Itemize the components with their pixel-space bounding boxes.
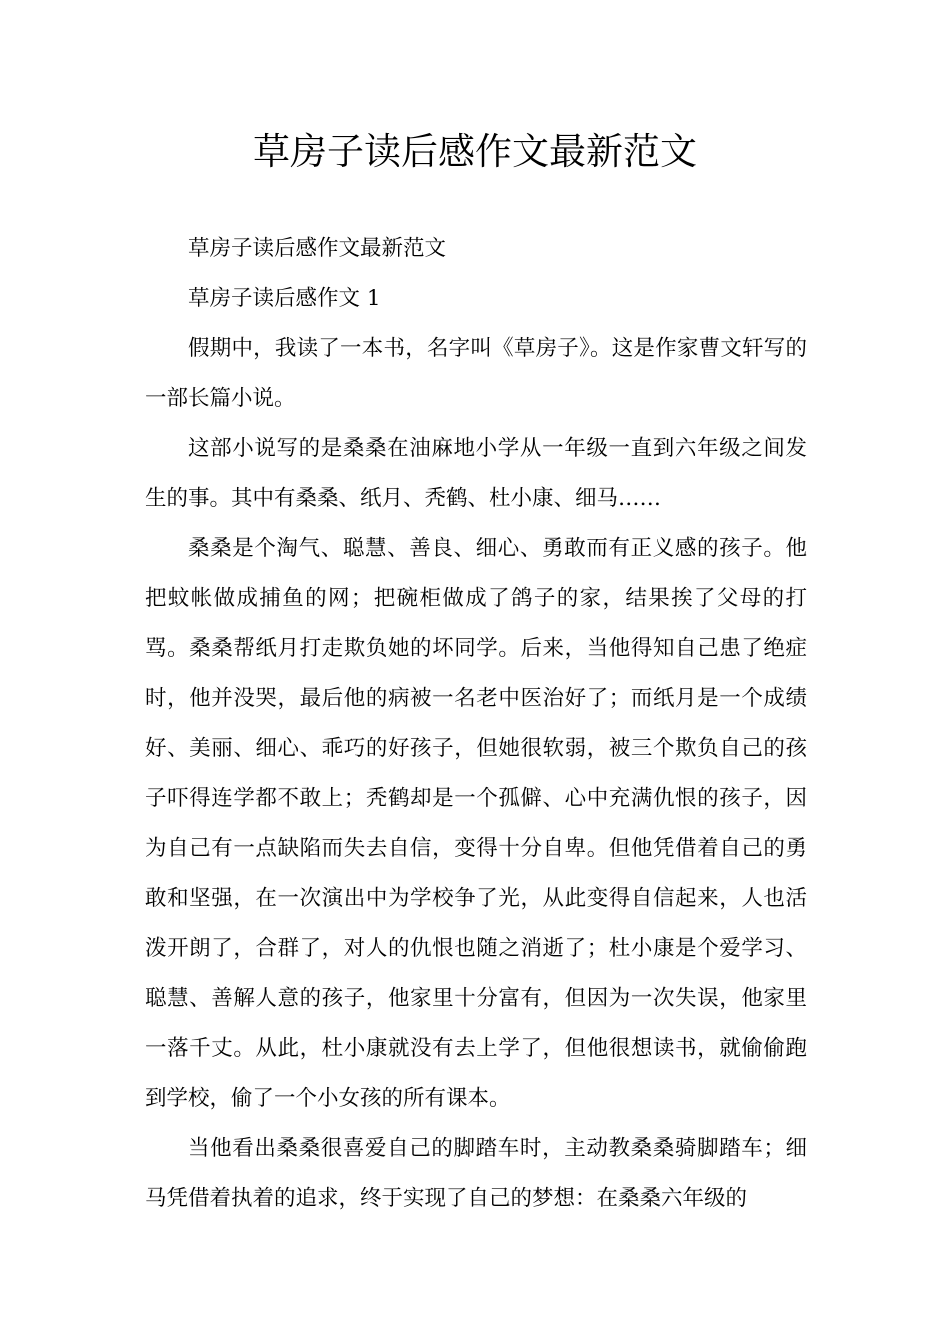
paragraph: 草房子读后感作文最新范文 <box>188 236 447 261</box>
paragraph: 这部小说写的是桑桑在油麻地小学从一年级一直到六年级之间发生的事。其中有桑桑、纸月、秃鹤、杜小康、细马…… <box>145 436 807 511</box>
paragraph: 假期中，我读了一本书，名字叫《草房子》。这是作家曹文轩写的一部长篇小说。 <box>145 336 807 411</box>
document-title: 草房子读后感作文最新范文 <box>253 130 697 173</box>
document-body <box>145 224 807 1224</box>
paragraph: 当他看出桑桑很喜爱自己的脚踏车时，主动教桑桑骑脚踏车；细马凭借着执着的追求，终于实现了自己的梦想：在桑桑六年级的 <box>145 1136 807 1211</box>
paragraph: 桑桑是个淘气、聪慧、善良、细心、勇敢而有正义感的孩子。他把蚊帐做成捕鱼的网；把碗柜做成了鸽子的家，结果挨了父母的打骂。桑桑帮纸月打走欺负她的坏同学。后来，当他得知自己患了绝症时，他并没哭，最后他的病被一名老中医治好了；而纸月是一个成绩好、美丽、细心、乖巧的好孩子，但她很软弱，被三个欺负自己的孩子吓得连学都不敢上；秃鹤却是一个孤僻、心中充满仇恨的孩子，因为自己有一点缺陷而失去自信，变得十分自卑。但他凭借着自己的勇敢和坚强，在一次演出中为学校争了光，从此变得自信起来，人也活泼开朗了，合群了，对人的仇恨也随之消逝了；杜小康是个爱学习、聪慧、善解人意的孩子，他家里十分富有，但因为一次失误，他家里一落千丈。从此，杜小康就没有去上学了，但他很想读书，就偷偷跑到学校，偷了一个小女孩的所有课本。 <box>145 536 807 1111</box>
paragraph: 草房子读后感作文 1 <box>188 286 381 311</box>
